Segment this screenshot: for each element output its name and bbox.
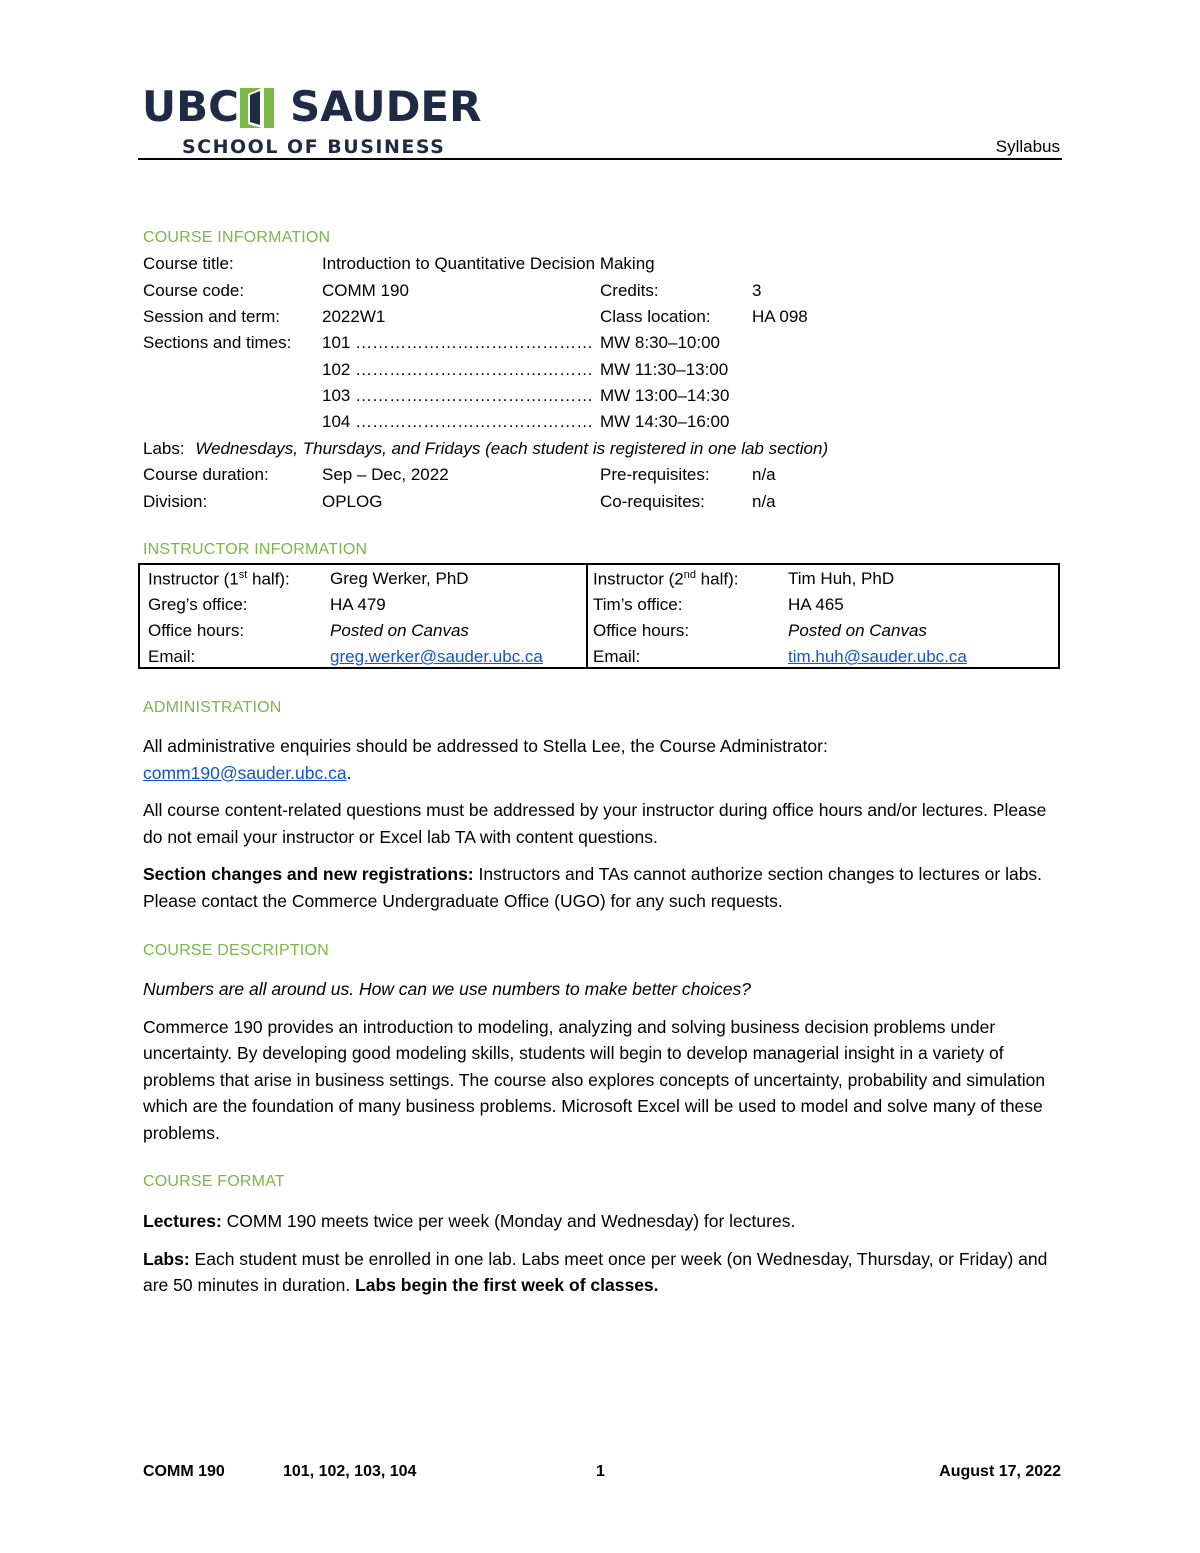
section-heading-administration: ADMINISTRATION xyxy=(143,699,282,716)
label: Class location: xyxy=(600,307,711,326)
course-description-body xyxy=(143,976,1063,1146)
admin-paragraph-1 xyxy=(143,733,1063,786)
section-time: MW 8:30–10:00 xyxy=(600,333,721,352)
office-value: HA 465 xyxy=(788,595,844,614)
value: HA 098 xyxy=(752,307,808,326)
value: Wednesdays, Thursdays, and Fridays (each student is registered in one lab section) xyxy=(195,439,829,458)
logo-subtitle: SCHOOL OF BUSINESS xyxy=(182,136,446,158)
value: n/a xyxy=(752,492,776,511)
office-label: Tim’s office: xyxy=(593,595,683,614)
instructor-email-link[interactable]: tim.huh@sauder.ubc.ca xyxy=(788,647,967,666)
office-value: HA 479 xyxy=(330,595,386,614)
label: Session and term: xyxy=(143,307,281,326)
instructor-label: Instructor (1st half): xyxy=(148,569,290,589)
label: Labs: xyxy=(143,439,185,458)
info-row-duration xyxy=(0,465,1200,489)
info-row-sections-4 xyxy=(0,412,1200,436)
admin-tail: . xyxy=(346,762,352,783)
header-divider xyxy=(138,158,1062,160)
admin-text: All administrative enquiries should be addressed to Stella Lee, the Course Administrator: xyxy=(143,736,828,756)
document-label: Syllabus xyxy=(995,137,1060,156)
email-label: Email: xyxy=(148,647,196,666)
course-format-body xyxy=(143,1208,1063,1299)
admin-email-link[interactable]: comm190@sauder.ubc.ca xyxy=(143,762,347,783)
info-row-code xyxy=(0,281,1200,305)
value: 3 xyxy=(752,281,762,300)
info-row-sections-3 xyxy=(0,386,1200,410)
instructor-name: Tim Huh, PhD xyxy=(788,569,895,588)
instructor-label: Instructor (2nd half): xyxy=(593,569,739,589)
logo-ubc-text: UBC xyxy=(142,82,239,131)
format-lectures xyxy=(143,1208,1063,1235)
label: Course title: xyxy=(143,254,234,273)
footer-date: August 17, 2022 xyxy=(939,1463,1061,1480)
label: Credits: xyxy=(600,281,659,300)
info-row-labs xyxy=(143,439,828,459)
admin-text: Instructors and TAs cannot authorize section changes to lectures or labs. Please contact the Commerce Undergraduate Office (UGO) for any such requests. xyxy=(143,864,1043,911)
admin-paragraph-3 xyxy=(143,861,1063,914)
section-time: MW 14:30–16:00 xyxy=(600,412,730,431)
value: COMM 190 xyxy=(322,281,409,300)
footer-course: COMM 190 xyxy=(143,1463,225,1480)
value: n/a xyxy=(752,465,776,484)
section-number: 102 …………………………………… xyxy=(322,360,594,379)
section-heading-course-format: COURSE FORMAT xyxy=(143,1173,285,1190)
hours-label: Office hours: xyxy=(593,621,690,640)
section-heading-course-information: COURSE INFORMATION xyxy=(143,229,331,246)
section-heading-instructor-information: INSTRUCTOR INFORMATION xyxy=(143,541,368,558)
info-row-division xyxy=(0,492,1200,516)
format-label: Lectures: xyxy=(143,1211,222,1231)
section-number: 101 …………………………………… xyxy=(322,333,594,352)
value: Introduction to Quantitative Decision Making xyxy=(322,254,655,273)
description-tagline: Numbers are all around us. How can we use numbers to make better choices? xyxy=(143,979,751,999)
format-text: Each student must be enrolled in one lab. Labs meet once per week (on Wednesday, Thursday, or Friday) and are 50 minutes in duration. xyxy=(143,1248,1048,1295)
format-label: Labs: xyxy=(143,1248,190,1269)
office-label: Greg’s office: xyxy=(148,595,248,614)
label: Sections and times: xyxy=(143,333,292,352)
section-heading-course-description: COURSE DESCRIPTION xyxy=(143,942,329,959)
value: OPLOG xyxy=(322,492,383,511)
info-row-session xyxy=(0,307,1200,331)
value: 2022W1 xyxy=(322,307,386,326)
info-row-sections-1 xyxy=(0,333,1200,357)
logo-sauder-text: SAUDER xyxy=(290,82,482,131)
logo-door-icon xyxy=(238,84,284,132)
footer-page-number: 1 xyxy=(596,1463,605,1480)
format-text: COMM 190 meets twice per week (Monday and Wednesday) for lectures. xyxy=(221,1211,796,1231)
hours-label: Office hours: xyxy=(148,621,245,640)
footer-sections: 101, 102, 103, 104 xyxy=(283,1463,417,1480)
instructor-table-divider xyxy=(586,563,588,669)
info-row-title xyxy=(0,254,1200,278)
section-number: 104 …………………………………… xyxy=(322,412,594,431)
info-row-sections-2 xyxy=(0,360,1200,384)
label: Course duration: xyxy=(143,465,269,484)
section-number: 103 …………………………………… xyxy=(322,386,594,405)
administration-body xyxy=(143,733,1063,914)
sauder-logo xyxy=(142,82,482,158)
instructor-email-link[interactable]: greg.werker@sauder.ubc.ca xyxy=(330,647,543,666)
format-labs xyxy=(143,1246,1063,1299)
instructor-name: Greg Werker, PhD xyxy=(330,569,469,588)
value: Sep – Dec, 2022 xyxy=(322,465,449,484)
hours-value: Posted on Canvas xyxy=(788,621,927,640)
label: Co-requisites: xyxy=(600,492,705,511)
format-bold-tail: Labs begin the first week of classes. xyxy=(355,1275,659,1295)
hours-value: Posted on Canvas xyxy=(330,621,469,640)
description-paragraph: Commerce 190 provides an introduction to modeling, analyzing and solving business decision problems under uncertainty. By developing good modeling skills, students will begin to develop managerial insight in a variety of problems that arise in business settings. The course also explores concepts of uncertainty, probability and simulation which are the foundation of many business problems. Microsoft Excel will be used to model and solve many of these problems. xyxy=(143,1016,1046,1143)
section-time: MW 13:00–14:30 xyxy=(600,386,730,405)
admin-bold-label: Section changes and new registrations: xyxy=(143,864,474,884)
section-time: MW 11:30–13:00 xyxy=(600,360,729,379)
label: Division: xyxy=(143,492,208,511)
label: Course code: xyxy=(143,281,245,300)
email-label: Email: xyxy=(593,647,641,666)
label: Pre-requisites: xyxy=(600,465,710,484)
admin-paragraph-2: All course content-related questions must be addressed by your instructor during office hours and/or lectures. Please do not email your instructor or Excel lab TA with content questions. xyxy=(143,800,1047,847)
